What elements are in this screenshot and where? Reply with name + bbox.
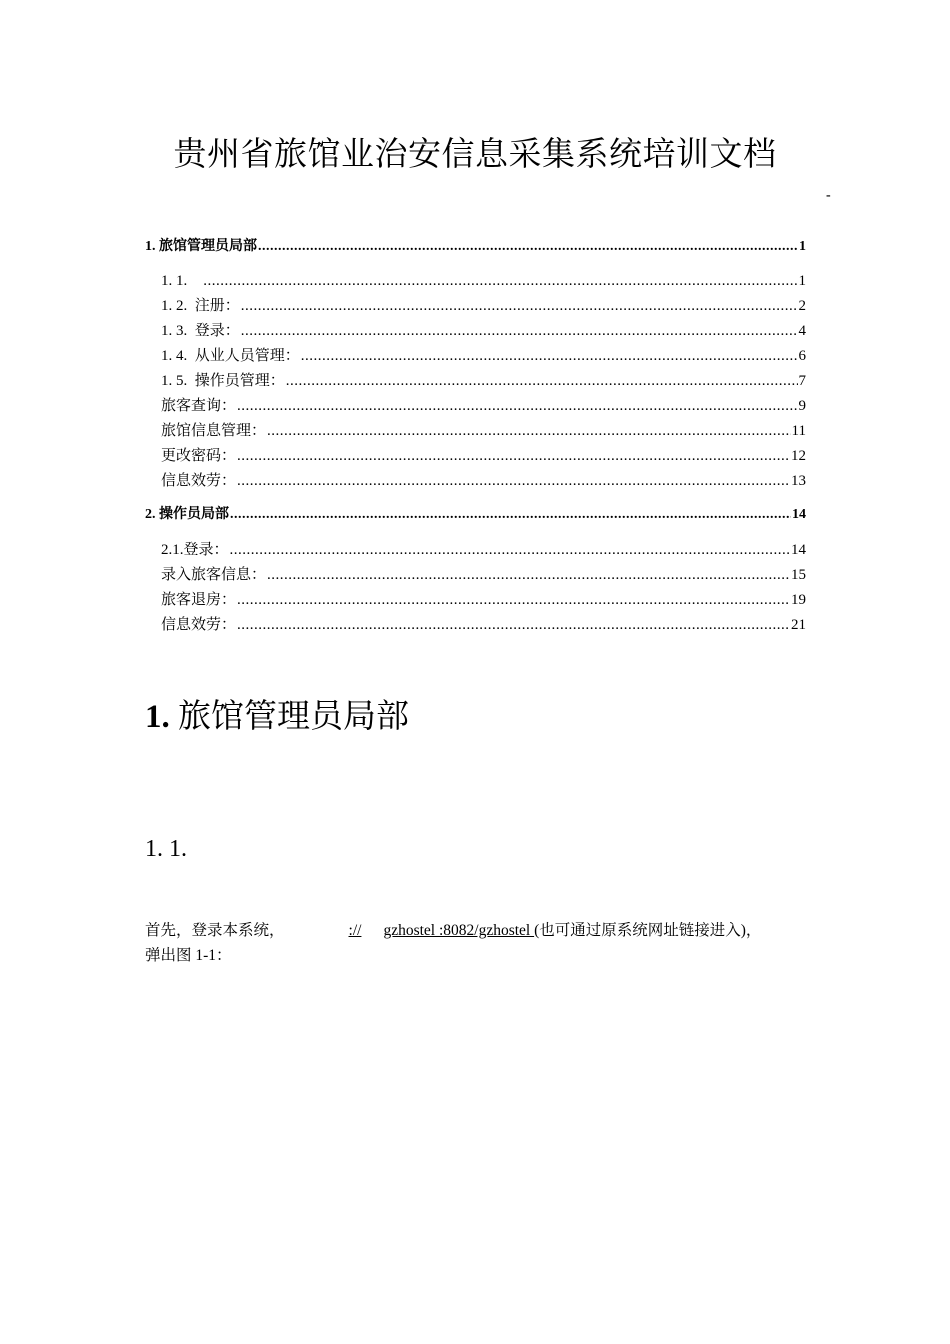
toc-entry[interactable]	[161, 395, 806, 417]
header-mark: -	[826, 188, 831, 203]
toc-entry-number: 1.	[145, 239, 156, 254]
toc-entry-number: 1. 4.	[161, 348, 188, 364]
toc-entry-label: 旅客退房：	[161, 592, 237, 608]
toc-entry-label: 录入旅客信息：	[161, 567, 267, 583]
section-number: 1.	[145, 699, 170, 735]
toc-entry-label: 操作员局部	[155, 507, 229, 522]
toc-entry-page: 14	[791, 542, 806, 558]
paragraph-intro: 首先，登录本系统，	[145, 922, 285, 939]
toc-entry[interactable]	[161, 445, 806, 467]
toc-entry[interactable]	[161, 270, 806, 292]
toc-entry-page: 19	[791, 592, 806, 608]
toc-entry-label: 操作员管理：	[187, 373, 285, 389]
toc-leader-dots	[241, 320, 798, 342]
toc-entry[interactable]	[161, 370, 806, 392]
toc-leader-dots	[237, 445, 790, 467]
toc-entry-number: 1. 3.	[161, 323, 188, 339]
toc-entry-page: 2	[798, 298, 806, 314]
toc-entry[interactable]	[161, 345, 806, 367]
toc-entry-page: 21	[791, 617, 806, 633]
toc-entry-page: 7	[798, 373, 806, 389]
toc-entry-number: 2.	[145, 507, 156, 522]
toc-leader-dots	[230, 539, 790, 561]
toc-entry-page: 9	[798, 398, 806, 414]
toc-entry[interactable]	[161, 420, 806, 442]
body-paragraph	[145, 918, 815, 968]
toc-leader-dots	[267, 420, 791, 442]
toc-leader-dots	[241, 295, 798, 317]
subsection-heading-1-1: 1. 1.	[145, 836, 187, 862]
toc-leader-dots	[267, 564, 790, 586]
toc-entry[interactable]	[161, 614, 806, 636]
toc-entry-label: 信息效劳：	[161, 617, 237, 633]
toc-entry-page: 1	[799, 239, 806, 254]
section-title: 旅馆管理员局部	[178, 699, 409, 735]
toc-leader-dots	[258, 236, 798, 258]
toc-leader-dots	[237, 470, 790, 492]
toc-entry-label: 从业人员管理：	[187, 348, 300, 364]
toc-entry-label: 2.1.登录：	[161, 542, 229, 558]
toc-leader-dots	[301, 345, 798, 367]
toc-entry[interactable]	[145, 504, 806, 526]
toc-entry[interactable]	[161, 320, 806, 342]
toc-entry[interactable]	[161, 564, 806, 586]
toc-entry-page: 13	[791, 473, 806, 489]
toc-entry-label	[187, 270, 202, 292]
toc-entry[interactable]	[161, 295, 806, 317]
toc-entry-page: 6	[798, 348, 806, 364]
paragraph-note: (也可通过原系统网址链接进入)，	[534, 922, 762, 939]
toc-leader-dots	[237, 589, 790, 611]
toc-entry[interactable]	[161, 470, 806, 492]
toc-entry-page: 15	[791, 567, 806, 583]
toc-entry-label: 注册：	[187, 298, 240, 314]
toc-entry-label: 信息效劳：	[161, 473, 237, 489]
toc-entry-page: 12	[791, 448, 806, 464]
toc-entry-number: 1. 5.	[161, 373, 188, 389]
toc-entry-number: 1. 1.	[161, 273, 188, 289]
toc-entry[interactable]	[161, 539, 806, 561]
toc-entry-label: 更改密码：	[161, 448, 237, 464]
toc-leader-dots	[237, 395, 797, 417]
toc-leader-dots	[237, 614, 790, 636]
section-heading-1	[145, 690, 409, 737]
toc-leader-dots	[286, 370, 798, 392]
system-url-link[interactable]: :// gzhostel :8082/gzhostel	[348, 922, 535, 939]
toc-entry-page: 14	[792, 507, 806, 522]
toc-entry[interactable]	[145, 236, 806, 258]
toc-entry-label: 旅客查询：	[161, 398, 237, 414]
toc-entry-label: 登录：	[187, 323, 240, 339]
toc-entry-page: 11	[791, 423, 806, 439]
toc-entry-label: 旅馆信息管理：	[161, 423, 267, 439]
toc-entry-label: 旅馆管理员局部	[155, 239, 257, 254]
paragraph-line2: 弹出图 1-1：	[145, 947, 232, 964]
toc-entry-number: 1. 2.	[161, 298, 188, 314]
toc-leader-dots	[230, 504, 791, 526]
toc-entry-page: 4	[798, 323, 806, 339]
toc-entry-page: 1	[798, 273, 806, 289]
toc-entry[interactable]	[161, 589, 806, 611]
toc-leader-dots	[203, 270, 797, 292]
document-title: 贵州省旅馆业治安信息采集系统培训文档	[173, 137, 777, 173]
